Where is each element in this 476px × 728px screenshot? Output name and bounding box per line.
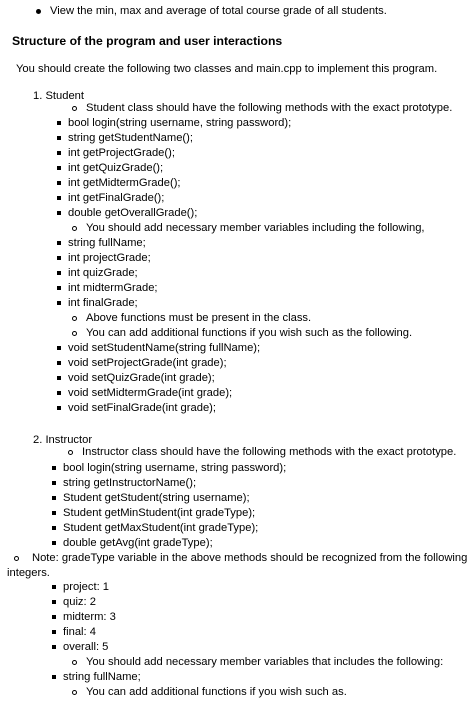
bullet-circle-icon	[68, 450, 73, 455]
list-item: project: 1	[63, 581, 110, 593]
bullet-circle-icon	[72, 331, 77, 336]
list-item: quiz: 2	[63, 596, 96, 608]
list-item: string fullName;	[68, 237, 146, 249]
bullet-circle-icon	[14, 556, 19, 561]
list-item: void setQuizGrade(int grade);	[68, 372, 215, 384]
list-item: Above functions must be present in the class.	[86, 312, 312, 324]
list-item: void setMidtermGrade(int grade);	[68, 387, 233, 399]
bullet-square-icon	[52, 600, 56, 604]
list-item: final: 4	[63, 626, 96, 638]
bullet-square-icon	[52, 630, 56, 634]
list-item: Student getMinStudent(int gradeType);	[63, 507, 256, 519]
list-item: int getMidtermGrade();	[68, 177, 181, 189]
list-item: string fullName;	[63, 671, 141, 683]
list-item: double getOverallGrade();	[68, 207, 198, 219]
bullet-square-icon	[52, 466, 56, 470]
bullet-square-icon	[52, 615, 56, 619]
bullet-circle-icon	[72, 660, 77, 665]
bullet-square-icon	[57, 211, 61, 215]
list-item: int projectGrade;	[68, 252, 151, 264]
bullet-disc-icon	[36, 9, 41, 14]
list-item: Instructor class should have the following methods with the exact prototype.	[82, 446, 457, 458]
list-item: string getStudentName();	[68, 132, 193, 144]
list-item: void setStudentName(string fullName);	[68, 342, 261, 354]
bullet-square-icon	[52, 675, 56, 679]
bullet-square-icon	[57, 151, 61, 155]
list-item: midterm: 3	[63, 611, 116, 623]
bullet-circle-icon	[72, 226, 77, 231]
bullet-square-icon	[57, 166, 61, 170]
list-item: void setProjectGrade(int grade);	[68, 357, 227, 369]
list-item: Student getStudent(string username);	[63, 492, 250, 504]
list-number-instructor: 2. Instructor	[33, 434, 93, 446]
bullet-circle-icon	[72, 316, 77, 321]
bullet-square-icon	[57, 121, 61, 125]
bullet-square-icon	[57, 196, 61, 200]
bullet-square-icon	[52, 645, 56, 649]
list-item: You should add necessary member variables that includes the following:	[86, 656, 444, 668]
bullet-square-icon	[52, 511, 56, 515]
list-item: string getInstructorName();	[63, 477, 197, 489]
list-number-student: 1. Student	[33, 90, 85, 102]
list-item: int midtermGrade;	[68, 282, 158, 294]
note-line: Note: gradeType variable in the above methods should be recognized from the following	[32, 552, 468, 564]
bullet-square-icon	[57, 256, 61, 260]
bullet-square-icon	[57, 376, 61, 380]
bullet-square-icon	[57, 406, 61, 410]
bullet-square-icon	[57, 241, 61, 245]
list-item: Student class should have the following methods with the exact prototype.	[86, 102, 453, 114]
bullet-square-icon	[57, 361, 61, 365]
bullet-square-icon	[57, 286, 61, 290]
bullet-circle-icon	[72, 690, 77, 695]
intro-line: View the min, max and average of total course grade of all students.	[50, 5, 387, 17]
note-line-cont: integers.	[7, 567, 50, 579]
bullet-square-icon	[57, 346, 61, 350]
list-item: bool login(string username, string password);	[68, 117, 292, 129]
list-item: double getAvg(int gradeType);	[63, 537, 213, 549]
bullet-square-icon	[52, 496, 56, 500]
list-item: int getQuizGrade();	[68, 162, 164, 174]
list-item: int quizGrade;	[68, 267, 138, 279]
bullet-circle-icon	[72, 106, 77, 111]
list-item: void setFinalGrade(int grade);	[68, 402, 216, 414]
list-item: You can add additional functions if you wish such as.	[86, 686, 347, 698]
bullet-square-icon	[57, 391, 61, 395]
bullet-square-icon	[52, 481, 56, 485]
bullet-square-icon	[57, 181, 61, 185]
bullet-square-icon	[57, 301, 61, 305]
list-item: overall: 5	[63, 641, 109, 653]
list-item: int getFinalGrade();	[68, 192, 165, 204]
bullet-square-icon	[52, 585, 56, 589]
list-item: You can add additional functions if you wish such as the following.	[86, 327, 413, 339]
bullet-square-icon	[57, 271, 61, 275]
bullet-square-icon	[52, 541, 56, 545]
list-item: Student getMaxStudent(int gradeType);	[63, 522, 259, 534]
list-item: You should add necessary member variables including the following,	[86, 222, 425, 234]
list-item: bool login(string username, string password);	[63, 462, 287, 474]
section-heading: Structure of the program and user interactions	[12, 34, 283, 48]
list-item: int finalGrade;	[68, 297, 138, 309]
intro-paragraph: You should create the following two classes and main.cpp to implement this program.	[16, 63, 438, 75]
bullet-square-icon	[52, 526, 56, 530]
list-item: int getProjectGrade();	[68, 147, 175, 159]
bullet-square-icon	[57, 136, 61, 140]
